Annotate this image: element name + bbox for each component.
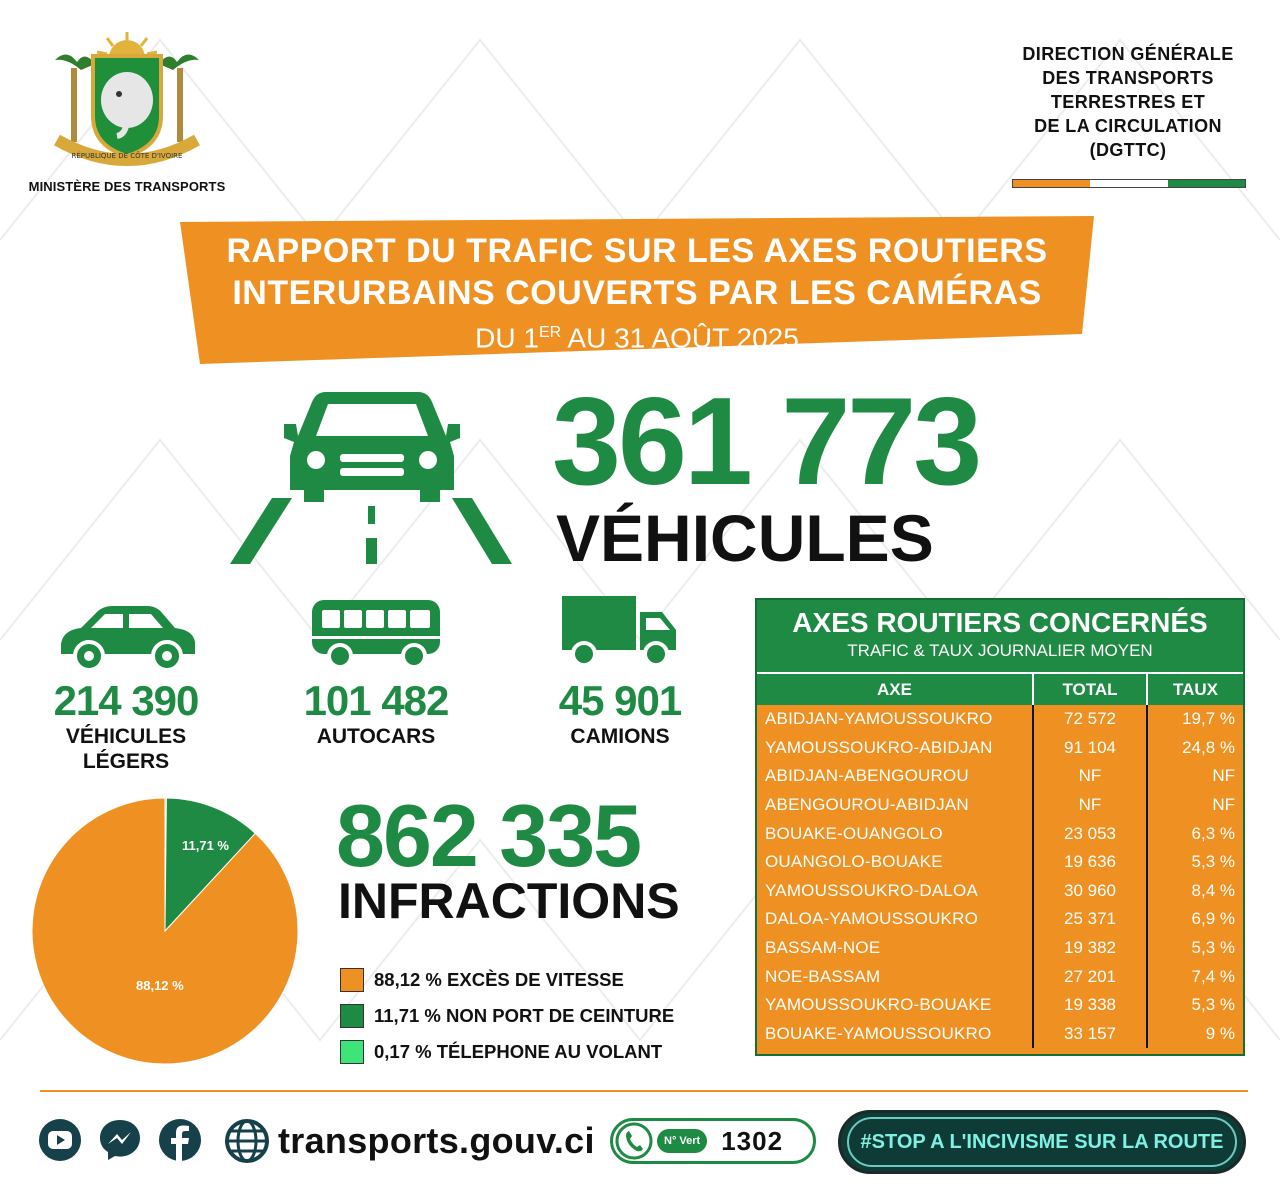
- axe-cell: BOUAKE-YAMOUSSOUKRO: [757, 1020, 1033, 1049]
- axe-cell: YAMOUSSOUKRO-DALOA: [757, 877, 1033, 906]
- taux-cell: 19,7 %: [1182, 709, 1235, 729]
- axe-cell: ABIDJAN-ABENGOUROU: [757, 762, 1033, 791]
- banner-line-2: INTERURBAINS COUVERTS PAR LES CAMÉRAS: [232, 274, 1042, 312]
- youtube-icon[interactable]: [38, 1118, 82, 1162]
- road-axes-table: [755, 598, 1245, 1056]
- legend-swatch-green: [340, 1004, 364, 1028]
- trucks-label: CAMIONS: [570, 725, 670, 748]
- axe-cell: BOUAKE-OUANGOLO: [757, 819, 1033, 848]
- pie-slice-label-belt: 11,71 %: [182, 838, 229, 853]
- taux-cell: 5,3 %: [1191, 938, 1235, 958]
- table-row: [757, 905, 1243, 934]
- flag-stripe-green: [1168, 180, 1245, 187]
- svg-text:RÉPUBLIQUE DE CÔTE D'IVOIRE: RÉPUBLIQUE DE CÔTE D'IVOIRE: [71, 152, 183, 160]
- bus-icon: [306, 596, 446, 670]
- pie-slice-speeding: [32, 798, 298, 1064]
- buses-value: 101 482: [303, 677, 449, 724]
- buses-label: AUTOCARS: [316, 725, 436, 748]
- axe-cell: ABENGOUROU-ABIDJAN: [757, 791, 1033, 820]
- truck-icon: [558, 592, 682, 670]
- hotline-badge[interactable]: [610, 1118, 816, 1164]
- agency-line: DES TRANSPORTS: [1042, 68, 1214, 88]
- buses-stat: [284, 596, 468, 749]
- agency-line: DE LA CIRCULATION: [1034, 116, 1222, 136]
- table-row: [757, 962, 1243, 991]
- facebook-icon[interactable]: [158, 1118, 202, 1162]
- table-header-row: [757, 673, 1243, 705]
- table-row: [757, 934, 1243, 963]
- trucks-stat: [530, 592, 710, 749]
- table-title: AXES ROUTIERS CONCERNÉS: [792, 607, 1208, 638]
- website-url[interactable]: transports.gouv.ci: [278, 1120, 595, 1161]
- legend-item: [340, 998, 674, 1034]
- total-vehicles-label: VÉHICULES: [556, 501, 934, 575]
- agency-name: [1000, 42, 1256, 162]
- table-row: [757, 762, 1243, 791]
- taux-cell: 6,3 %: [1191, 823, 1235, 843]
- total-cell: NF: [1033, 762, 1147, 791]
- total-cell: 25 371: [1033, 905, 1147, 934]
- taux-cell: 5,3 %: [1191, 995, 1235, 1015]
- website-link[interactable]: [224, 1118, 595, 1164]
- total-cell: 30 960: [1033, 877, 1147, 906]
- light-vehicles-value: 214 390: [53, 677, 199, 724]
- flag-bar: [1012, 179, 1246, 188]
- table-row: [757, 848, 1243, 877]
- axe-cell: ABIDJAN-YAMOUSSOUKRO: [757, 705, 1033, 734]
- total-vehicles-number: 361 773: [552, 373, 980, 511]
- total-cell: 72 572: [1033, 705, 1147, 734]
- legend-item: [340, 1034, 674, 1070]
- flag-stripe-orange: [1013, 180, 1090, 187]
- campaign-badge: [838, 1110, 1246, 1174]
- hotline-number[interactable]: 1302: [721, 1125, 784, 1156]
- road-car-icon: [228, 386, 514, 570]
- taux-cell: 8,4 %: [1191, 880, 1235, 900]
- agency-line: (DGTTC): [1089, 140, 1167, 160]
- total-infractions-label: INFRACTIONS: [338, 873, 680, 929]
- axe-cell: BASSAM-NOE: [757, 934, 1033, 963]
- legend-text: 0,17 % TÉLEPHONE AU VOLANT: [374, 1041, 663, 1062]
- table-row: [757, 819, 1243, 848]
- axe-cell: YAMOUSSOUKRO-ABIDJAN: [757, 734, 1033, 763]
- total-cell: NF: [1033, 791, 1147, 820]
- legend-swatch-orange: [340, 968, 364, 992]
- phone-icon: [615, 1122, 653, 1160]
- banner-line-1: RAPPORT DU TRAFIC SUR LES AXES ROUTIERS: [226, 232, 1048, 270]
- table-row: [757, 991, 1243, 1020]
- legend-text: 11,71 % NON PORT DE CEINTURE: [374, 1005, 675, 1026]
- total-infractions-number: 862 335: [336, 786, 641, 885]
- total-cell: 19 636: [1033, 848, 1147, 877]
- ministry-block: [22, 30, 232, 194]
- hotline-label: N° Vert: [657, 1129, 707, 1153]
- total-cell: 23 053: [1033, 819, 1147, 848]
- table-row: [757, 1020, 1243, 1049]
- taux-cell: 5,3 %: [1191, 852, 1235, 872]
- legend-swatch-light-green: [340, 1040, 364, 1064]
- table-subtitle: TRAFIC & TAUX JOURNALIER MOYEN: [847, 641, 1153, 660]
- total-cell: 27 201: [1033, 962, 1147, 991]
- ministry-name: MINISTÈRE DES TRANSPORTS: [28, 179, 226, 194]
- column-header-total: TOTAL: [1033, 673, 1147, 705]
- table-row: [757, 734, 1243, 763]
- coat-of-arms-logo: [37, 30, 217, 172]
- trucks-value: 45 901: [558, 677, 682, 724]
- axes-table-grid: [757, 672, 1243, 1048]
- total-cell: 91 104: [1033, 734, 1147, 763]
- axe-cell: NOE-BASSAM: [757, 962, 1033, 991]
- report-title-banner: [180, 216, 1094, 364]
- taux-cell: 9 %: [1205, 1023, 1235, 1043]
- axe-cell: YAMOUSSOUKRO-BOUAKE: [757, 991, 1033, 1020]
- taux-cell: 6,9 %: [1191, 909, 1235, 929]
- total-cell: 19 338: [1033, 991, 1147, 1020]
- table-header: [757, 600, 1243, 672]
- car-icon: [51, 600, 201, 674]
- infractions-pie-chart: [30, 796, 300, 1066]
- taux-cell: NF: [1212, 766, 1235, 786]
- messenger-icon[interactable]: [98, 1118, 142, 1162]
- globe-icon: [224, 1118, 270, 1164]
- agency-line: DIRECTION GÉNÉRALE: [1022, 44, 1234, 64]
- axe-cell: DALOA-YAMOUSSOUKRO: [757, 905, 1033, 934]
- infractions-legend: [340, 962, 674, 1070]
- footer-divider: [40, 1090, 1248, 1092]
- campaign-text: #STOP A L'INCIVISME SUR LA ROUTE: [860, 1130, 1224, 1153]
- taux-cell: NF: [1212, 795, 1235, 815]
- table-row: [757, 791, 1243, 820]
- axe-cell: OUANGOLO-BOUAKE: [757, 848, 1033, 877]
- agency-line: TERRESTRES ET: [1050, 92, 1206, 112]
- light-vehicles-stat: [28, 600, 224, 774]
- taux-cell: 24,8 %: [1182, 737, 1235, 757]
- total-cell: 33 157: [1033, 1020, 1147, 1049]
- pie-slice-label-speeding: 88,12 %: [136, 978, 184, 993]
- table-row: [757, 705, 1243, 734]
- light-vehicles-label: VÉHICULES: [65, 725, 187, 748]
- column-header-taux: TAUX: [1147, 673, 1243, 705]
- total-cell: 19 382: [1033, 934, 1147, 963]
- taux-cell: 7,4 %: [1191, 966, 1235, 986]
- column-header-axe: AXE: [757, 673, 1033, 705]
- light-vehicles-label: LÉGERS: [82, 750, 170, 773]
- legend-item: [340, 962, 674, 998]
- banner-date: DU 1ER AU 31 AOÛT 2025: [475, 322, 799, 354]
- legend-text: 88,12 % EXCÈS DE VITESSE: [374, 969, 624, 990]
- flag-stripe-white: [1090, 180, 1167, 187]
- table-row: [757, 877, 1243, 906]
